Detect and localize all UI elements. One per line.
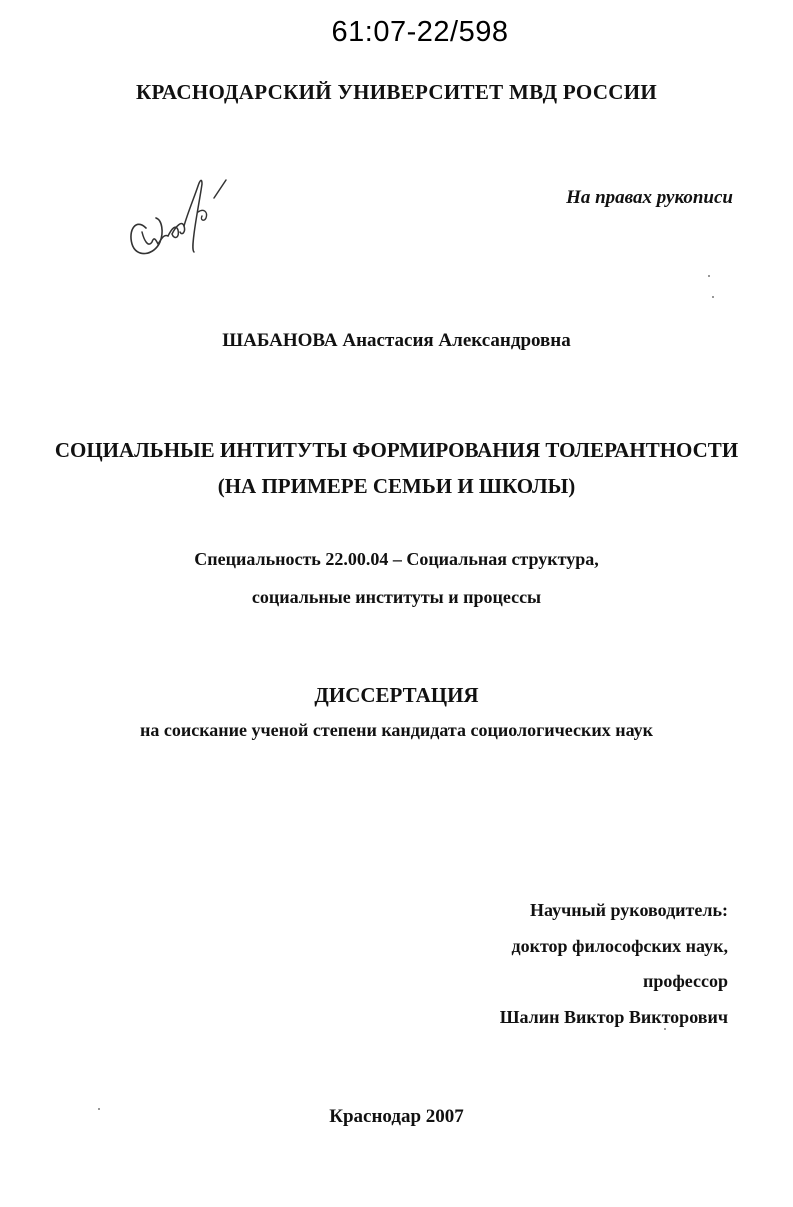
university-name: КРАСНОДАРСКИЙ УНИВЕРСИТЕТ МВД РОССИИ [135, 80, 658, 104]
scan-speck [708, 275, 710, 277]
scan-speck [712, 296, 714, 298]
place-and-year: Краснодар 2007 [329, 1106, 464, 1127]
specialty-line: социальные институты и процессы [251, 587, 542, 607]
author-name: ШАБАНОВА Анастасия Александровна [222, 330, 571, 351]
specialty [0, 540, 793, 616]
supervisor-rank: профессор [642, 971, 728, 991]
scan-speck [98, 1108, 100, 1110]
specialty-line: Специальность 22.00.04 – Социальная структура, [194, 549, 599, 569]
supervisor-block [500, 893, 728, 1035]
document-type: ДИССЕРТАЦИЯ [314, 683, 479, 707]
handwritten-signature [118, 168, 238, 268]
supervisor-label: Научный руководитель: [530, 900, 728, 920]
title-line: СОЦИАЛЬНЫЕ ИНТИТУТЫ ФОРМИРОВАНИЯ ТОЛЕРАНТНОСТИ [54, 438, 739, 462]
supervisor-degree: доктор философских наук, [511, 935, 728, 956]
dissertation-title [0, 432, 793, 504]
supervisor-name: Шалин Виктор Викторович [499, 1006, 728, 1027]
scan-speck [664, 1028, 666, 1030]
manuscript-note: На правах рукописи [566, 187, 733, 208]
degree-description: на соискание ученой степени кандидата социологических наук [139, 720, 654, 740]
archive-code: 61:07-22/598 [331, 16, 509, 48]
title-line: (НА ПРИМЕРЕ СЕМЬИ И ШКОЛЫ) [217, 474, 576, 498]
